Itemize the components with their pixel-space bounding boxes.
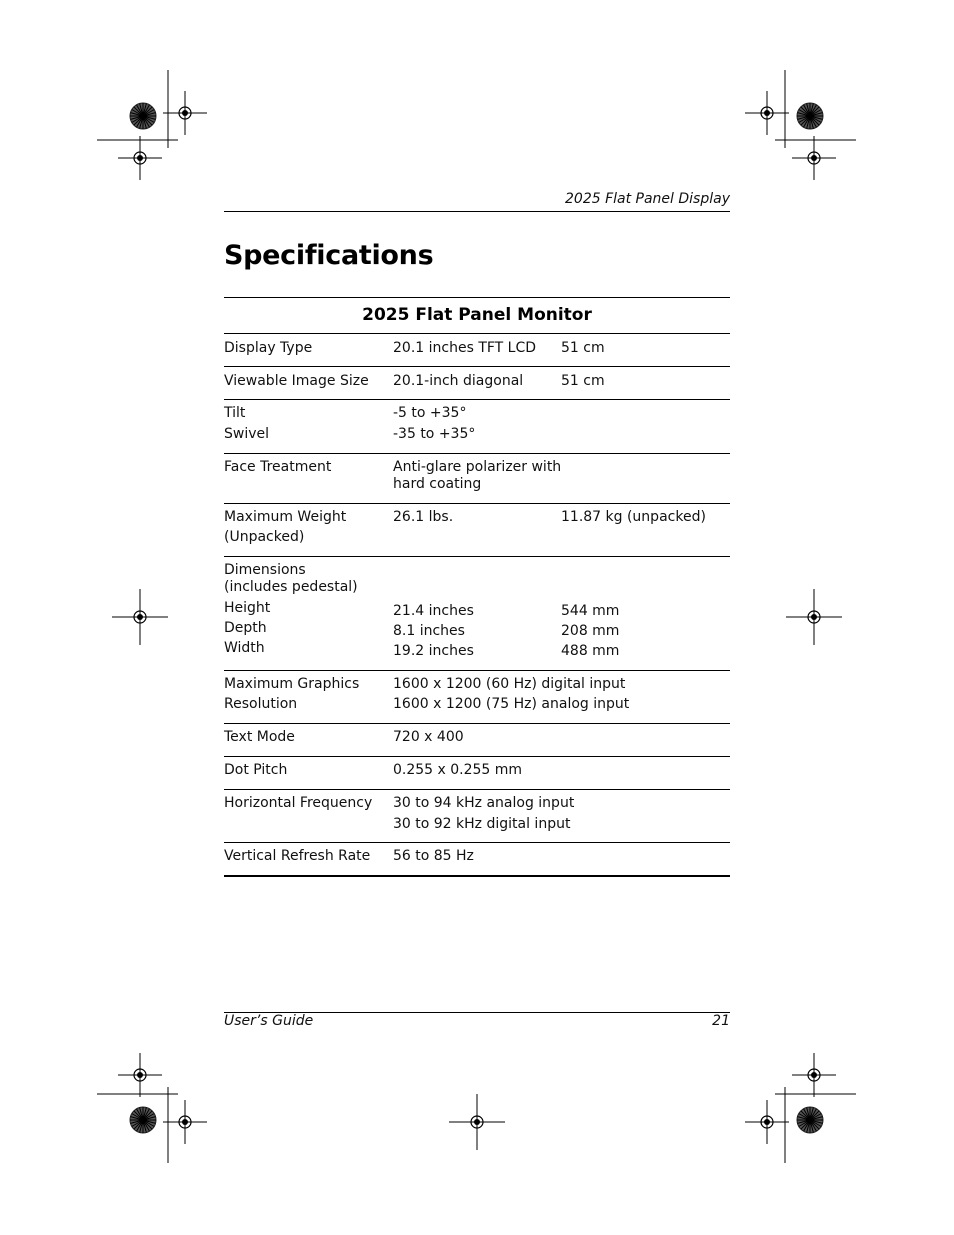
running-header: 2025 Flat Panel Display (565, 191, 730, 207)
table-row (224, 724, 730, 757)
spec-label: (includes pedestal) (224, 579, 358, 595)
spec-value: -35 to +35° (393, 426, 476, 442)
spec-metric: 51 cm (561, 340, 605, 356)
table-heading: 2025 Flat Panel Monitor (224, 298, 730, 334)
target-dot (137, 614, 143, 620)
spec-value: 30 to 94 kHz analog input (393, 795, 575, 811)
spec-value: 19.2 inches (393, 643, 474, 659)
spec-label: Dimensions (224, 562, 306, 578)
target-dot (137, 155, 143, 161)
spec-label: Maximum Weight (224, 509, 347, 525)
footer-title: User’s Guide (224, 1013, 314, 1029)
spec-label: Tilt (224, 405, 246, 421)
spec-label: Vertical Refresh Rate (224, 848, 371, 864)
spec-label: Text Mode (224, 729, 295, 745)
spec-value: 56 to 85 Hz (393, 848, 474, 864)
table-row (224, 757, 730, 790)
table-row (224, 843, 730, 877)
target-dot (182, 1119, 188, 1125)
target-dot (474, 1119, 480, 1125)
spec-label: Resolution (224, 696, 298, 712)
spec-value: 8.1 inches (393, 623, 465, 639)
spec-value: 20.1 inches TFT LCD (393, 340, 537, 356)
spec-value: 1600 x 1200 (60 Hz) digital input (393, 676, 626, 692)
spec-label: Viewable Image Size (224, 373, 369, 389)
table-row (224, 671, 730, 724)
table-row (224, 504, 730, 557)
spec-value: 1600 x 1200 (75 Hz) analog input (393, 696, 630, 712)
spec-metric: 11.87 kg (unpacked) (561, 509, 706, 525)
spec-label: Dot Pitch (224, 762, 288, 778)
page-number: 21 (712, 1013, 730, 1029)
page-title: Specifications (224, 240, 434, 271)
spec-metric: 488 mm (561, 643, 620, 659)
target-dot (764, 110, 770, 116)
spec-label: Width (224, 640, 265, 656)
target-dot (137, 1072, 143, 1078)
spec-label: Swivel (224, 426, 270, 442)
spec-label: (Unpacked) (224, 529, 305, 545)
spec-metric: 544 mm (561, 603, 620, 619)
spec-value: 21.4 inches (393, 603, 474, 619)
spec-label: Height (224, 600, 271, 616)
specifications-table (224, 297, 730, 877)
spec-label: Maximum Graphics (224, 676, 360, 692)
target-dot (811, 1072, 817, 1078)
target-dot (764, 1119, 770, 1125)
spec-value: 20.1-inch diagonal (393, 373, 524, 389)
spec-value: hard coating (393, 476, 482, 492)
target-dot (811, 155, 817, 161)
spec-value: 720 x 400 (393, 729, 464, 745)
spec-label: Display Type (224, 340, 313, 356)
target-dot (182, 110, 188, 116)
spec-metric: 208 mm (561, 623, 620, 639)
table-row (224, 367, 730, 400)
spec-label: Horizontal Frequency (224, 795, 373, 811)
table-row (224, 557, 730, 671)
table-row (224, 454, 730, 504)
table-row (224, 400, 730, 454)
table-row (224, 790, 730, 843)
spec-value: -5 to +35° (393, 405, 467, 421)
target-dot (811, 614, 817, 620)
spec-value: 0.255 x 0.255 mm (393, 762, 523, 778)
spec-value: 30 to 92 kHz digital input (393, 816, 571, 832)
header-rule (224, 211, 730, 212)
spec-label: Depth (224, 620, 267, 636)
spec-value: Anti-glare polarizer with (393, 459, 562, 475)
spec-value: 26.1 lbs. (393, 509, 454, 525)
spec-label: Face Treatment (224, 459, 332, 475)
spec-metric: 51 cm (561, 373, 605, 389)
table-row (224, 334, 730, 367)
